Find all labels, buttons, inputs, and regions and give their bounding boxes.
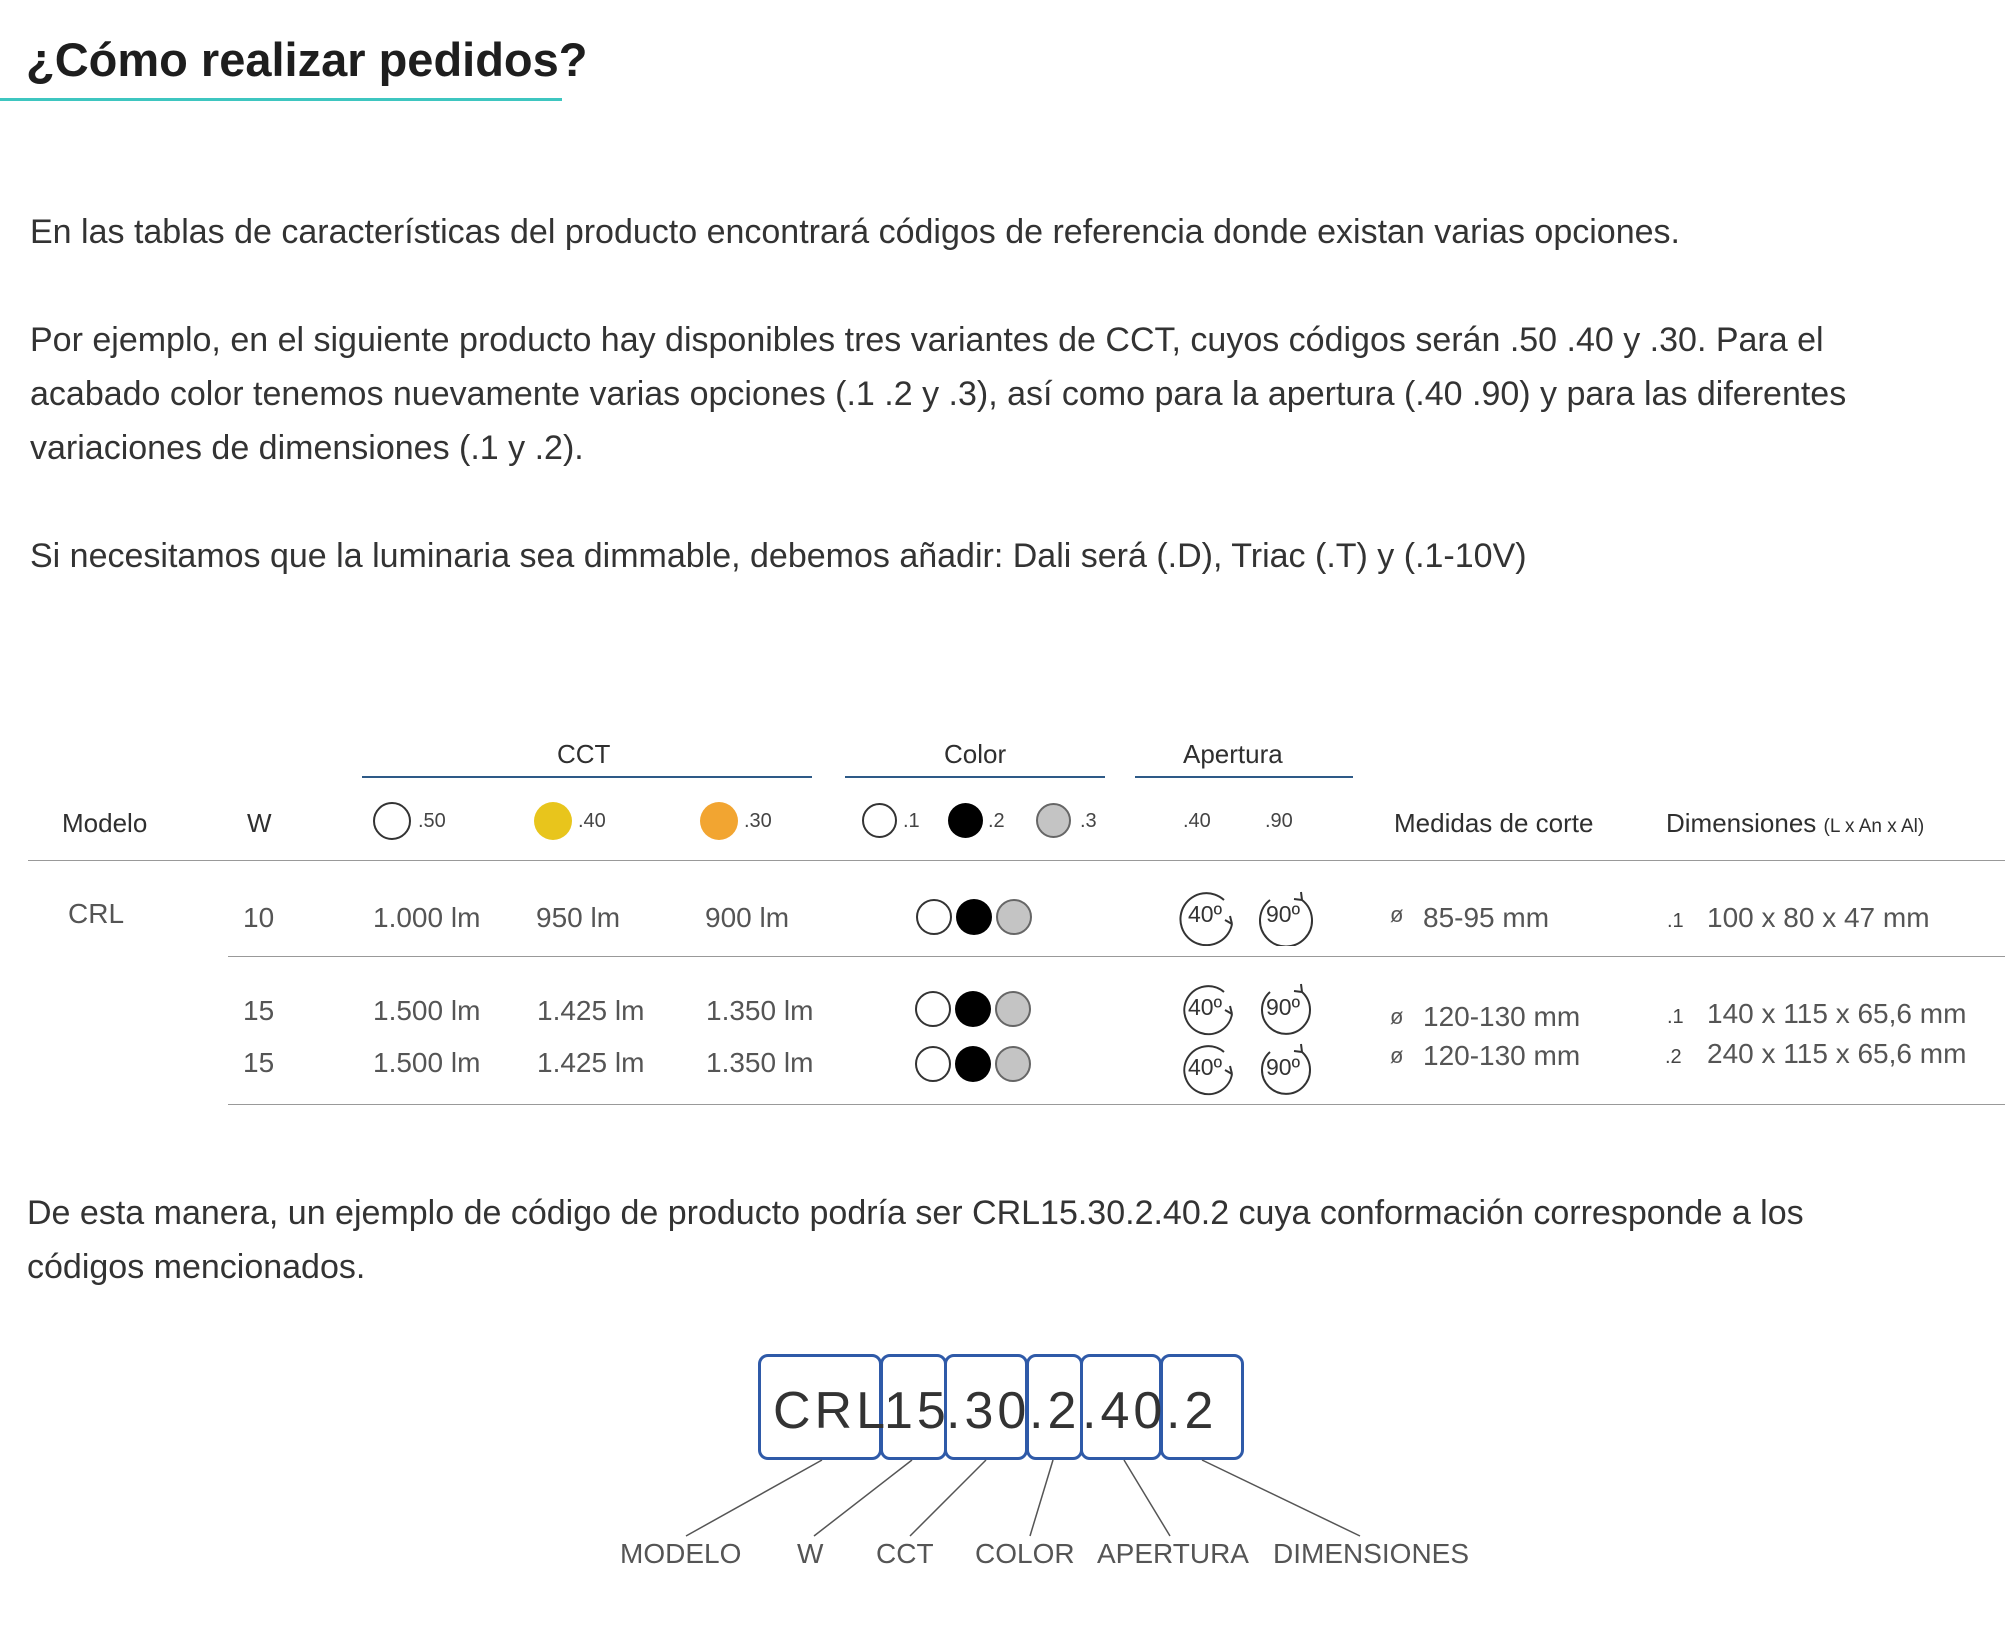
row-1-diameter-icon: ø (1390, 902, 1404, 927)
code-label-modelo: MODELO (620, 1538, 742, 1569)
group-header-color: Color (944, 739, 1007, 769)
example-line-2: códigos mencionados. (27, 1248, 366, 1286)
column-header-w: W (247, 808, 272, 838)
row-3-cut: 120-130 mm (1423, 1040, 1581, 1071)
code-part-modelo: CRL (773, 1382, 890, 1440)
intro-paragraph-2-line-1: Por ejemplo, en el siguiente producto hay disponibles tres variantes de CCT, cuyos códigos serán .50 .40 y .30. Para el (30, 321, 1824, 359)
code-label-color: COLOR (975, 1538, 1075, 1569)
row-2-diameter-icon: ø (1390, 1004, 1404, 1029)
intro-paragraph-1: En las tablas de características del producto encontrará códigos de referencia donde existan varias opciones. (30, 213, 1680, 251)
column-header-medidas: Medidas de corte (1394, 808, 1594, 838)
code-label-w: W (797, 1538, 824, 1569)
code-label-apertura: APERTURA (1097, 1538, 1249, 1569)
code-label-cct: CCT (876, 1538, 934, 1569)
code-label-dimensiones: DIMENSIONES (1273, 1538, 1470, 1569)
beam-90-label: 90º (1266, 994, 1300, 1020)
row-2-w: 15 (243, 995, 275, 1026)
row-3-lm40: 1.425 lm (537, 1047, 645, 1078)
dimensiones-label: Dimensiones (1666, 808, 1817, 838)
row-3-w: 15 (243, 1047, 275, 1078)
beam-40-label: 40º (1188, 994, 1222, 1020)
intro-paragraph-3: Si necesitamos que la luminaria sea dimmable, debemos añadir: Dali será (.D), Triac (.T) y (.1-10V) (30, 537, 1527, 575)
beam-90-label: 90º (1266, 1054, 1300, 1080)
row-2-dim-code: .1 (1667, 1006, 1684, 1028)
cct-50-code: .50 (418, 810, 446, 832)
row-3-dim-code: .2 (1665, 1046, 1682, 1068)
color-1-code: .1 (903, 810, 920, 832)
apertura-90-code: .90 (1265, 810, 1293, 832)
dimensiones-sublabel: (L x An x Al) (1823, 816, 1925, 837)
row-3-dim: 240 x 115 x 65,6 mm (1707, 1038, 1967, 1069)
row-1-lm50: 1.000 lm (373, 902, 481, 933)
color-3-code: .3 (1080, 810, 1097, 832)
code-part-w: 15 (884, 1382, 950, 1440)
row-2-lm50: 1.500 lm (373, 995, 481, 1026)
row-1-lm30: 900 lm (705, 902, 790, 933)
beam-90-label: 90º (1266, 901, 1300, 927)
intro-paragraph-2-line-2: acabado color tenemos nuevamente varias opciones (.1 .2 y .3), así como para la apertura (.40 .90) y para las diferentes (30, 375, 1847, 413)
row-3-diameter-icon: ø (1390, 1043, 1404, 1068)
row-2-cut: 120-130 mm (1423, 1001, 1581, 1032)
model-cell: CRL (68, 898, 125, 929)
apertura-40-code: .40 (1183, 810, 1211, 832)
row-1-cut: 85-95 mm (1423, 902, 1550, 933)
code-part-cct: .30 (946, 1382, 1031, 1440)
row-1-dim-code: .1 (1667, 910, 1684, 932)
row-1-lm40: 950 lm (536, 902, 621, 933)
group-header-apertura: Apertura (1183, 739, 1283, 769)
cct-40-code: .40 (578, 810, 606, 832)
group-header-cct: CCT (557, 739, 611, 769)
color-2-code: .2 (988, 810, 1005, 832)
row-3-lm30: 1.350 lm (706, 1047, 814, 1078)
code-part-apertura: .40 (1082, 1382, 1167, 1440)
page-title: ¿Cómo realizar pedidos? (26, 33, 588, 86)
row-2-dim: 140 x 115 x 65,6 mm (1707, 998, 1967, 1029)
beam-40-label: 40º (1188, 1054, 1222, 1080)
row-1-dim: 100 x 80 x 47 mm (1707, 902, 1930, 933)
code-part-dimensiones: .2 (1166, 1382, 1218, 1440)
row-2-lm40: 1.425 lm (537, 995, 645, 1026)
column-header-modelo: Modelo (62, 808, 148, 838)
intro-paragraph-2-line-3: variaciones de dimensiones (.1 y .2). (30, 429, 584, 467)
beam-40-label: 40º (1188, 901, 1222, 927)
example-line-1: De esta manera, un ejemplo de código de producto podría ser CRL15.30.2.40.2 cuya conformación corresponde a los (27, 1194, 1804, 1232)
row-3-lm50: 1.500 lm (373, 1047, 481, 1078)
code-part-color: .2 (1029, 1382, 1081, 1440)
row-2-lm30: 1.350 lm (706, 995, 814, 1026)
row-1-w: 10 (243, 902, 275, 933)
cct-30-code: .30 (744, 810, 772, 832)
